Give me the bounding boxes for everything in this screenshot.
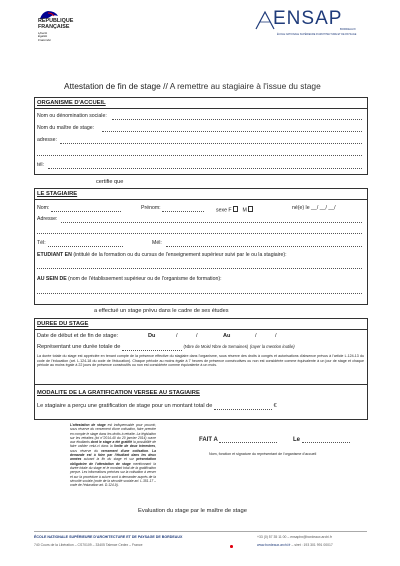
ne-row[interactable] (292, 206, 336, 211)
organisme-adresse-field[interactable] (60, 143, 362, 144)
note-t3: , sous réserve du (70, 444, 156, 453)
stagiaire-nom-field[interactable] (51, 211, 121, 212)
note-t4: . (148, 448, 153, 453)
gratification-currency: € (273, 403, 277, 409)
effectue-text: a effectué un stage prévu dans le cadre de ses études (94, 308, 229, 314)
gratification-text: Le stagiaire a perçu une gratification de stage pour un montant total de (37, 403, 213, 409)
page-title (64, 81, 321, 91)
title-sub: A remettre au stagiaire à l'issue du stage (167, 81, 321, 91)
note-b5: La demande est à faire par l'étudiant dans les deux années (70, 448, 156, 462)
note-b3: limite de deux trimestres (114, 444, 156, 449)
title-main: Attestation de fin de stage // (64, 81, 168, 91)
sexe-label: sexe F (216, 207, 232, 214)
note-b6: présentation obligatoire de l'attestation de stage (70, 457, 156, 466)
signature-caption: Nom, fonction et signature du représentant de l'organisme d'accueil (209, 452, 317, 456)
footer-web-row (257, 544, 333, 547)
footer-phone: +33 (0) 57 35 11 00 – ensapbx@bordeaux.archi.fr (257, 535, 332, 539)
au-slash-2: / (275, 333, 277, 339)
etudiant-row (37, 253, 287, 258)
le-row (293, 437, 350, 443)
au-sein-field[interactable] (37, 293, 362, 294)
footer-siret: – siret : 193 301 991 00017 (290, 543, 333, 547)
stagiaire-nom-label[interactable]: Nom: (37, 205, 50, 211)
stagiaire-tel-label[interactable]: Tél: (37, 240, 46, 246)
stagiaire-prenom-field[interactable] (162, 211, 204, 212)
dates-label: Date de début et de fin de stage: (37, 333, 119, 339)
au-sein-text: (nom de l'établissement supérieur ou de l'organisme de formation): (68, 276, 222, 282)
le-field[interactable] (302, 438, 350, 443)
duree-heading: DUREE DU STAGE (37, 321, 89, 327)
note-t1: est indispensable pour pouvoir, sous réserve du versement d'une cotisation, faire prendre en compte le stage dans les droits à retraite. La législation sur les retraites (loi n°2014-40 du 20 janvier 2014) ouvre aux étudiants (70, 423, 156, 445)
gratification-row (37, 404, 277, 410)
note-b1: L'attestation de stage (70, 423, 106, 427)
sexe-row (216, 206, 253, 214)
footer-red-dot (230, 545, 233, 548)
duree-row (37, 345, 295, 351)
gratification-field[interactable] (214, 405, 272, 410)
duree-label: Représentant une durée totale de (37, 344, 121, 350)
ensap-wordmark: ENSAP (273, 8, 343, 29)
sexe-f-checkbox[interactable] (233, 206, 239, 212)
organisme-heading: ORGANISME D'ACCUEIL (37, 100, 106, 106)
note-b2: dont le stage a été gratifié (90, 440, 133, 445)
organisme-nom-label[interactable]: Nom ou dénomination sociale: (37, 113, 107, 119)
stagiaire-heading: LE STAGIAIRE (37, 191, 78, 197)
stagiaire-tel-field[interactable] (48, 246, 123, 247)
republic-line-1: RÉPUBLIQUE (38, 18, 74, 24)
footer-web-link[interactable]: www.bordeaux.archi.fr (257, 543, 291, 547)
ensap-tagline: ÉCOLE NATIONALE SUPÉRIEURE D'ARCHITECTURE ET DE PAYSAGE (277, 33, 357, 36)
ensap-logo (255, 9, 360, 49)
organisme-tel-label[interactable]: tél: (37, 162, 44, 168)
stagiaire-adresse-field-2[interactable] (37, 233, 362, 234)
duree-field[interactable] (122, 346, 182, 351)
republic-line-2: FRANÇAISE (38, 24, 70, 30)
ne-label: né(e) le (292, 205, 310, 211)
gratification-heading: MODALITE DE LA GRATIFICATION VERSEE AU STAGIAIRE (37, 390, 200, 396)
footer-school: ÉCOLE NATIONALE SUPÉRIEURE D'ARCHITECTURE ET DE PAYSAGE DE BORDEAUX (34, 535, 183, 539)
organisme-adresse-label[interactable]: adresse: (37, 137, 57, 143)
stagiaire-adresse-label[interactable]: Adresse: (37, 216, 58, 222)
retraite-note (70, 423, 156, 487)
evaluation-text: Evaluation du stage par le maître de stage (138, 508, 247, 514)
le-label: Le (293, 437, 301, 443)
stagiaire-adresse-field[interactable] (61, 222, 362, 223)
au-sein-row (37, 277, 222, 282)
du-slash-1: / (176, 333, 178, 339)
organisme-tel-field[interactable] (48, 168, 362, 169)
note-t5: suivant la fin du stage et sur (81, 457, 137, 462)
stagiaire-mel-label[interactable]: Mél: (152, 240, 162, 246)
certifie-text: certifie que (96, 179, 124, 185)
etudiant-label: ETUDIANT EN (37, 252, 72, 258)
stagiaire-mel-field[interactable] (166, 246, 362, 247)
au-slash-1: / (255, 333, 257, 339)
du-slash-2: / (196, 333, 198, 339)
au-label[interactable]: Au (223, 333, 231, 339)
motto (38, 32, 51, 42)
organisme-maitre-label[interactable]: Nom du maître de stage: (37, 125, 95, 131)
duree-paragraph: La durée totale du stage est appréciée en tenant compte de la présence effective du stagiaire dans l'organisme, sous réserve des droits à congés et autorisations d'absence prévus à l'article L.124-13 du code de l'éducation (art. L.124-18 du code de l'éducation). Chaque période au moins égale à 7 heures de présence consécutives ou non est considérée comme équivalente à un jour de stage et chaque période au moins égale à 22 jours de présence consécutifs ou non est considérée comme équivalente à un mois. (37, 354, 364, 368)
sexe-m-label: M (242, 207, 247, 214)
etudiant-text: (intitulé de la formation ou du cursus de l'enseignement supérieur suivi par le ou la stagiaire): (73, 252, 287, 258)
motto-3: Fraternité (38, 37, 51, 42)
ensap-sub: BORDEAUX (340, 27, 356, 31)
motto-2: Égalité (38, 34, 48, 39)
organisme-maitre-field[interactable] (102, 131, 362, 132)
etudiant-field[interactable] (37, 268, 362, 269)
sexe-m-checkbox[interactable] (248, 206, 254, 212)
fait-field[interactable] (219, 438, 277, 443)
duree-note-2: (rayer la mention inutile) (249, 344, 295, 349)
note-t2: la possibilité de faire valider celui-ci dans la (70, 440, 156, 449)
note-b4: versement d'une cotisation (101, 448, 149, 453)
motto-1: Liberté (38, 31, 48, 35)
duree-note: (Nbre de Mois/ Nbre de Semaines) (183, 344, 249, 349)
fait-label: FAIT A (199, 437, 218, 443)
fait-row (199, 437, 277, 443)
footer-address: 740 Cours de la Libération – CS70109 – 33405 Talence Cedex – France (34, 543, 143, 547)
note-t6: mentionnant la durée totale du stage et le montant total de la gratification perçue. Les informations précises sur la cotisation à verser et sur la procédure à suivre sont à demander auprès de la sécurité sociale (code de la sécurité sociale art. L.351-17 – code de l'éducation art. D.124-9). (70, 461, 156, 488)
au-sein-label: AU SEIN DE (37, 276, 67, 282)
stagiaire-prenom-label[interactable]: Prénom: (141, 205, 161, 211)
ensap-triangle-icon (255, 10, 275, 30)
du-label[interactable]: Du (148, 333, 156, 339)
organisme-adresse-field-2[interactable] (37, 155, 362, 156)
birthdate-field[interactable]: __/ __/ __/ (311, 205, 336, 211)
organisme-nom-field[interactable] (112, 119, 362, 120)
